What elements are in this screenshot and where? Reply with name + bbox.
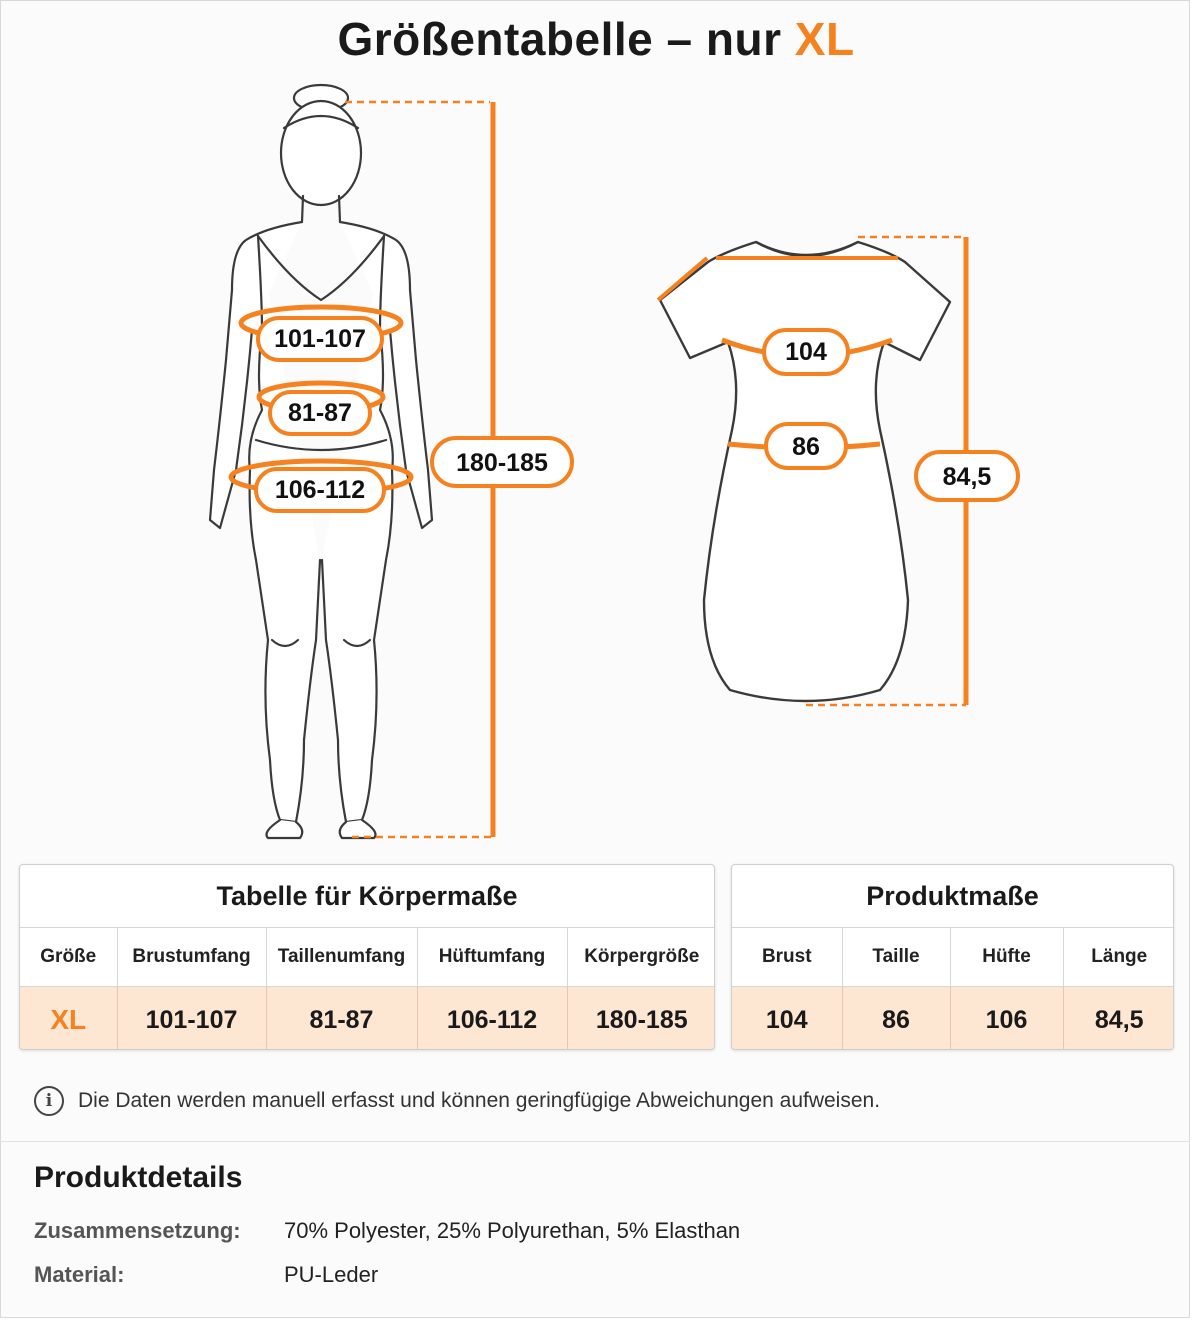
height-value: 180-185: [456, 449, 548, 477]
detail-key: Material:: [34, 1262, 125, 1287]
info-icon: i: [34, 1086, 64, 1116]
header-taille: Taille: [842, 928, 950, 987]
body-table-title: Tabelle für Körpermaße: [20, 865, 714, 928]
header-bust: Brust: [732, 928, 842, 987]
header-waist: Taillenumfang: [266, 928, 417, 987]
cell-waist: 81-87: [266, 987, 417, 1051]
height-pill: [432, 438, 572, 486]
detail-key: Zusammensetzung:: [34, 1218, 241, 1243]
detail-row-material: [34, 1262, 378, 1288]
dress-length-value: 84,5: [942, 463, 992, 491]
product-table-title: Produktmaße: [732, 865, 1173, 928]
header-chest: Brustumfang: [117, 928, 266, 987]
disclaimer-note: [34, 1084, 880, 1118]
disclaimer-text: Die Daten werden manuell erfasst und können geringfügige Abweichungen aufweisen.: [78, 1089, 881, 1112]
cell-length: 84,5: [1063, 987, 1174, 1051]
section-divider: [0, 1141, 1190, 1142]
cell-taille: 86: [842, 987, 950, 1051]
detail-value: PU-Leder: [284, 1262, 379, 1287]
body-measurements-table: [19, 864, 715, 1050]
detail-row-composition: [34, 1218, 740, 1244]
dress-waist-pill: [766, 424, 846, 468]
title-size-accent: XL: [794, 13, 855, 65]
chest-pill: [258, 318, 382, 360]
dress-length-pill: [916, 452, 1018, 500]
body-table-header-row: [20, 928, 715, 987]
cell-bust: 104: [732, 987, 842, 1051]
cell-height: 180-185: [567, 987, 715, 1051]
table-row: [732, 987, 1174, 1051]
chest-value: 101-107: [274, 325, 366, 353]
table-row: [20, 987, 715, 1051]
hip-value: 106-112: [274, 476, 366, 504]
header-hip: Hüftumfang: [417, 928, 567, 987]
product-measurements-table: [731, 864, 1174, 1050]
dress-figure: [660, 242, 950, 701]
cell-hip: 106-112: [417, 987, 567, 1051]
dress-waist-value: 86: [792, 433, 820, 461]
product-table-header-row: [732, 928, 1174, 987]
header-length: Länge: [1063, 928, 1174, 987]
header-size: Größe: [20, 928, 117, 987]
cell-chest: 101-107: [117, 987, 266, 1051]
cell-size: XL: [20, 987, 117, 1051]
body-table-grid: [20, 928, 715, 1050]
title-prefix: Größentabelle – nur: [337, 13, 782, 65]
waist-pill: [270, 392, 370, 434]
header-huefte: Hüfte: [950, 928, 1063, 987]
product-details-title: Produktdetails: [34, 1161, 243, 1194]
cell-huefte: 106: [950, 987, 1063, 1051]
waist-value: 81-87: [288, 399, 352, 427]
dress-bust-value: 104: [785, 338, 827, 366]
header-height: Körpergröße: [567, 928, 715, 987]
dress-bust-pill: [764, 330, 848, 374]
product-table-grid: [732, 928, 1174, 1050]
detail-value: 70% Polyester, 25% Polyurethan, 5% Elasthan: [284, 1218, 741, 1243]
hip-pill: [256, 469, 384, 511]
